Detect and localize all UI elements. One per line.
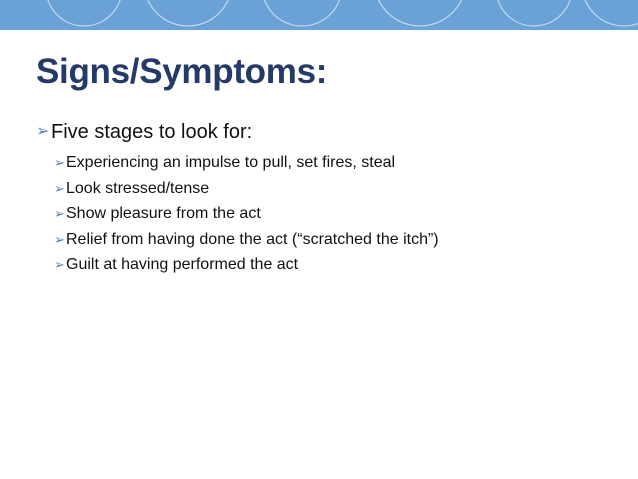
sub-bullet-list bbox=[36, 150, 616, 278]
sub-bullet-group bbox=[36, 150, 616, 278]
sub-bullet-item bbox=[54, 176, 616, 202]
bullet-text: Five stages to look for: bbox=[51, 121, 253, 143]
sub-bullet-item bbox=[54, 252, 616, 278]
sub-bullet-item bbox=[54, 150, 616, 176]
arrow-bullet-icon: ➢ bbox=[54, 257, 65, 273]
bullet-list bbox=[36, 117, 616, 278]
bullet-item bbox=[36, 117, 616, 147]
arrow-bullet-icon: ➢ bbox=[36, 123, 50, 140]
decorative-circles bbox=[0, 0, 638, 38]
slide-title: Signs/Symptoms: bbox=[36, 52, 328, 91]
arrow-bullet-icon: ➢ bbox=[54, 231, 65, 247]
sub-bullet-text: Look stressed/tense bbox=[66, 179, 210, 197]
sub-bullet-text: Experiencing an impulse to pull, set fires, steal bbox=[66, 154, 396, 172]
arrow-bullet-icon: ➢ bbox=[54, 155, 65, 171]
arrow-bullet-icon: ➢ bbox=[54, 180, 65, 196]
sub-bullet-text: Show pleasure from the act bbox=[66, 205, 261, 223]
sub-bullet-text: Relief from having done the act (“scratched the itch”) bbox=[66, 230, 439, 248]
sub-bullet-text: Guilt at having performed the act bbox=[66, 256, 299, 274]
arrow-bullet-icon: ➢ bbox=[54, 206, 65, 222]
sub-bullet-item bbox=[54, 227, 616, 253]
sub-bullet-item bbox=[54, 201, 616, 227]
